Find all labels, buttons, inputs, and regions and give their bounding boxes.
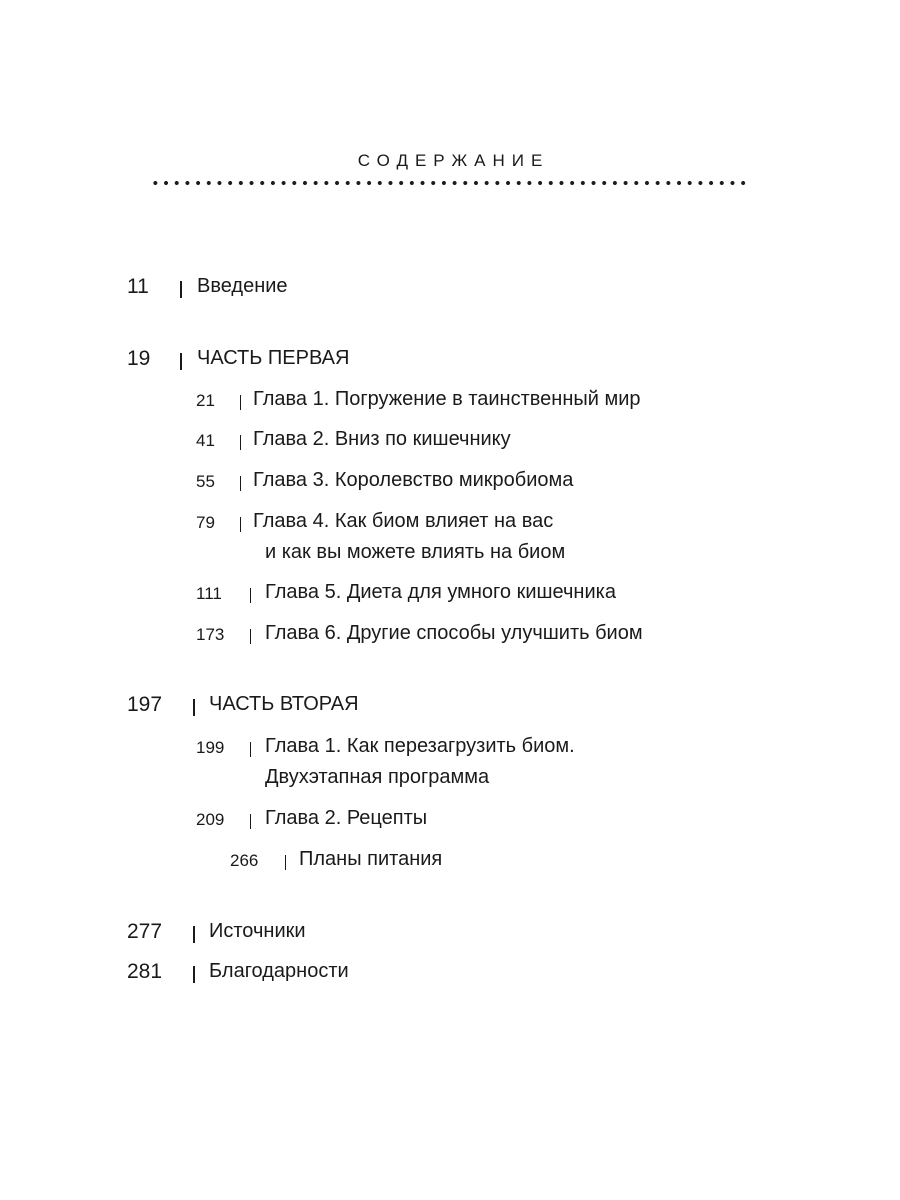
toc-separator <box>250 629 251 644</box>
toc-entry-label: Благодарности <box>209 960 349 982</box>
toc-entry-label: ЧАСТЬ ПЕРВАЯ <box>197 347 350 369</box>
toc-entry-label-line2: и как вы можете влиять на биом <box>265 541 566 563</box>
toc-separator <box>240 517 241 532</box>
toc-separator <box>240 395 241 410</box>
toc-page-number: 209 <box>196 810 225 829</box>
toc-separator <box>240 435 241 450</box>
toc-page-number: 277 <box>127 920 163 943</box>
dotted-divider <box>150 179 750 187</box>
toc-page-number: 19 <box>127 347 151 370</box>
toc-page-number: 173 <box>196 625 225 644</box>
toc-entry-label: Глава 2. Рецепты <box>265 807 428 829</box>
toc-separator <box>193 699 195 716</box>
toc-page-number: 41 <box>196 431 215 450</box>
toc-entry-label-line1: Глава 1. Как перезагрузить биом. <box>265 735 575 757</box>
toc-entry-label: Глава 2. Вниз по кишечнику <box>253 428 511 450</box>
toc-separator <box>250 588 251 603</box>
toc-page-number: 197 <box>127 693 163 716</box>
toc-entry-label <box>253 510 565 564</box>
toc-separator <box>193 926 195 943</box>
toc-page-number: 55 <box>196 472 215 491</box>
toc-entry-label: ЧАСТЬ ВТОРАЯ <box>209 693 359 715</box>
toc-page-number: 266 <box>230 851 259 870</box>
toc-entry-label: Глава 6. Другие способы улучшить биом <box>265 622 643 644</box>
toc-separator <box>180 353 182 370</box>
toc-entry-label: Планы питания <box>299 848 443 870</box>
toc-separator <box>250 814 251 829</box>
toc-entry-label: Введение <box>197 275 288 297</box>
toc-entry-label: Глава 1. Погружение в таинственный мир <box>253 388 641 410</box>
toc-entry-label: Глава 3. Королевство микробиома <box>253 469 574 491</box>
toc-separator <box>250 742 251 757</box>
toc-page-number: 11 <box>127 275 149 298</box>
toc-page-number: 199 <box>196 738 225 757</box>
toc-entry-label: Источники <box>209 920 306 942</box>
toc-page-number: 79 <box>196 513 215 532</box>
toc-entry-label <box>265 735 575 789</box>
page-title: СОДЕРЖАНИЕ <box>357 151 550 170</box>
toc-entry-label-line1: Глава 4. Как биом влияет на вас <box>253 510 554 532</box>
toc-page-number: 281 <box>127 960 163 983</box>
toc-separator <box>240 476 241 491</box>
toc-page-number: 21 <box>196 391 215 410</box>
toc-separator <box>193 966 195 983</box>
toc-entry-label-line2: Двухэтапная программа <box>265 766 490 788</box>
toc-page-number: 111 <box>196 584 222 603</box>
toc-separator <box>285 855 286 870</box>
toc-entry-label: Глава 5. Диета для умного кишечника <box>265 581 616 603</box>
toc-separator <box>180 281 182 298</box>
